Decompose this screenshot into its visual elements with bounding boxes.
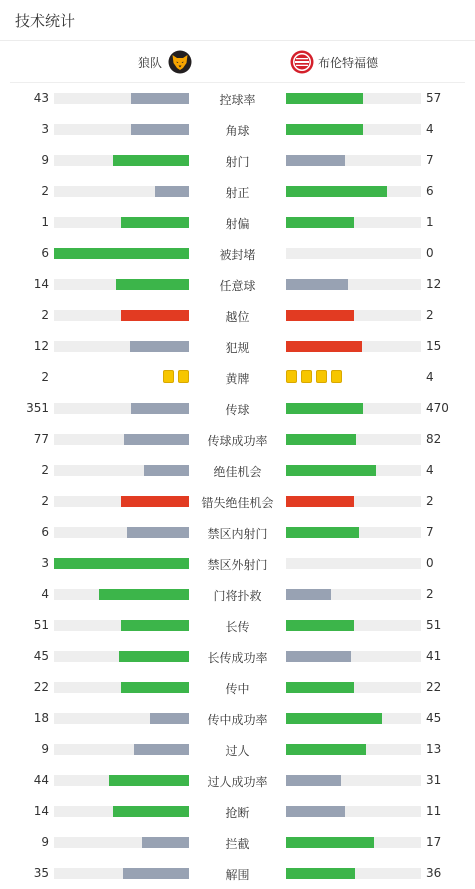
home-bar-track [54,465,189,476]
home-bar-fill [54,558,189,569]
away-bar-fill [286,775,341,786]
home-stat-value: 3 [41,122,49,136]
away-bar-track [286,713,421,724]
away-stat-value: 45 [426,711,442,725]
away-bar-track [286,837,421,848]
home-bar-track [54,93,189,104]
stat-label: 越位 [225,310,250,324]
home-stat-value: 35 [33,866,49,880]
home-yellow-cards [163,370,189,383]
home-stat-value: 4 [41,587,49,601]
stat-row [0,703,475,734]
away-bar-fill [286,465,376,476]
home-bar-fill [99,589,189,600]
home-bar-fill [155,186,189,197]
away-stat-value: 2 [426,308,434,322]
home-bar-track [54,837,189,848]
stat-row [0,734,475,765]
away-stat-value: 0 [426,556,434,570]
away-bar-track [286,651,421,662]
home-stat-value: 43 [33,91,49,105]
home-bar-fill [131,124,189,135]
away-stat-value: 4 [426,122,434,136]
home-bar-track [54,279,189,290]
home-bar-track [54,806,189,817]
home-stat-value: 12 [33,339,49,353]
away-bar-fill [286,341,362,352]
yellow-card-icon [163,370,174,383]
stat-label: 抢断 [225,806,250,820]
away-stat-value: 1 [426,215,434,229]
stat-row [0,176,475,207]
home-stat-value: 2 [41,463,49,477]
header-bar [0,0,475,41]
away-bar-track [286,744,421,755]
stat-row [0,331,475,362]
stat-label: 解围 [225,868,250,882]
home-bar-track [54,775,189,786]
stat-label: 禁区内射门 [207,527,268,541]
home-bar-fill [144,465,189,476]
yellow-card-icon [286,370,297,383]
home-stat-value: 3 [41,556,49,570]
stat-label: 犯规 [225,341,250,355]
stat-row [0,145,475,176]
away-stat-value: 41 [426,649,442,663]
away-bar-fill [286,279,348,290]
away-bar-fill [286,868,355,879]
home-bar-fill [130,341,189,352]
home-bar-fill [119,651,189,662]
stat-label: 射偏 [225,217,250,231]
stat-row [0,362,475,393]
home-bar-fill [131,403,189,414]
home-stat-value: 18 [33,711,49,725]
home-team-name: 狼队 [137,55,162,70]
away-bar-fill [286,310,354,321]
stat-label: 传球 [225,403,250,417]
home-bar-fill [124,434,189,445]
home-stat-value: 22 [33,680,49,694]
away-stat-value: 22 [426,680,442,694]
home-bar-track [54,434,189,445]
away-stat-value: 11 [426,804,442,818]
away-bar-track [286,341,421,352]
away-bar-fill [286,713,382,724]
away-bar-fill [286,155,345,166]
away-bar-track [286,155,421,166]
stat-row [0,393,475,424]
stat-label: 过人成功率 [207,775,268,789]
away-bar-track [286,806,421,817]
yellow-card-icon [301,370,312,383]
away-bar-track [286,465,421,476]
stat-row [0,765,475,796]
home-stat-value: 44 [33,773,49,787]
home-stat-value: 2 [41,494,49,508]
away-stat-value: 57 [426,91,442,105]
stat-row [0,548,475,579]
stat-label: 任意球 [219,279,256,293]
away-stat-value: 51 [426,618,442,632]
stat-label: 过人 [225,744,250,758]
home-stat-value: 9 [41,835,49,849]
home-bar-track [54,124,189,135]
stat-row [0,300,475,331]
away-bar-fill [286,620,354,631]
home-bar-track [54,310,189,321]
home-bar-fill [127,527,189,538]
yellow-card-icon [331,370,342,383]
stat-row [0,83,475,114]
yellow-card-icon [178,370,189,383]
home-bar-fill [123,868,189,879]
home-stat-value: 77 [33,432,49,446]
home-stat-value: 351 [26,401,49,415]
home-stat-value: 9 [41,742,49,756]
away-stat-value: 7 [426,153,434,167]
away-bar-fill [286,806,345,817]
stat-row [0,114,475,145]
away-stat-value: 13 [426,742,442,756]
away-stat-value: 6 [426,184,434,198]
home-bar-fill [121,496,189,507]
home-bar-fill [113,155,189,166]
home-stat-value: 51 [33,618,49,632]
away-bar-track [286,279,421,290]
away-stat-value: 0 [426,246,434,260]
stat-row [0,517,475,548]
home-stat-value: 45 [33,649,49,663]
home-bar-fill [121,217,189,228]
home-stat-value: 6 [41,525,49,539]
home-stat-value: 1 [41,215,49,229]
home-bar-fill [131,93,189,104]
home-stat-value: 6 [41,246,49,260]
home-bar-fill [134,744,189,755]
away-bar-fill [286,682,354,693]
stat-label: 射正 [225,186,250,200]
stat-row [0,641,475,672]
home-stat-value: 14 [33,277,49,291]
home-bar-track [54,341,189,352]
away-stat-value: 15 [426,339,442,353]
away-bar-track [286,186,421,197]
away-team[interactable] [290,50,378,74]
home-bar-track [54,155,189,166]
brentford-crest-icon [290,50,314,74]
away-bar-track [286,775,421,786]
home-bar-fill [142,837,189,848]
home-stat-value: 2 [41,308,49,322]
home-stat-value: 2 [41,370,49,384]
home-bar-track [54,713,189,724]
home-bar-fill [150,713,189,724]
home-bar-track [54,589,189,600]
home-bar-track [54,248,189,259]
away-bar-track [286,682,421,693]
away-stat-value: 7 [426,525,434,539]
home-bar-fill [113,806,189,817]
home-bar-track [54,527,189,538]
stat-row [0,610,475,641]
stat-row [0,486,475,517]
away-stat-value: 12 [426,277,442,291]
away-bar-track [286,527,421,538]
stat-label: 射门 [225,155,250,169]
home-bar-track [54,651,189,662]
away-bar-fill [286,651,351,662]
away-bar-fill [286,93,363,104]
stat-row [0,269,475,300]
away-team-name: 布伦特福德 [318,55,379,70]
away-bar-fill [286,744,366,755]
stat-label: 绝佳机会 [213,465,262,479]
stat-label: 黄牌 [225,372,250,386]
home-bar-track [54,496,189,507]
home-bar-fill [116,279,189,290]
away-stat-value: 82 [426,432,442,446]
home-bar-fill [109,775,189,786]
home-stat-value: 14 [33,804,49,818]
stat-row [0,858,475,889]
stat-label: 角球 [225,124,250,138]
team-header [10,41,465,83]
away-bar-fill [286,124,363,135]
wolves-crest-icon [168,50,192,74]
stat-row [0,424,475,455]
stat-row [0,579,475,610]
away-bar-track [286,217,421,228]
home-bar-track [54,868,189,879]
home-stat-value: 2 [41,184,49,198]
home-bar-track [54,403,189,414]
home-bar-track [54,186,189,197]
away-stat-value: 36 [426,866,442,880]
home-bar-fill [121,310,189,321]
away-bar-fill [286,186,387,197]
home-bar-fill [54,248,189,259]
stat-label: 错失绝佳机会 [201,496,274,510]
home-bar-track [54,744,189,755]
yellow-card-icon [316,370,327,383]
home-bar-fill [121,620,189,631]
away-bar-track [286,124,421,135]
away-bar-track [286,589,421,600]
away-stat-value: 2 [426,494,434,508]
stat-row [0,827,475,858]
away-stat-value: 4 [426,463,434,477]
home-bar-track [54,217,189,228]
away-stat-value: 470 [426,401,449,415]
stat-label: 长传成功率 [207,651,268,665]
away-bar-fill [286,496,354,507]
away-bar-fill [286,434,356,445]
away-bar-fill [286,527,359,538]
away-bar-fill [286,837,374,848]
stat-label: 传球成功率 [207,434,268,448]
away-bar-track [286,558,421,569]
away-bar-track [286,403,421,414]
away-bar-track [286,248,421,259]
away-bar-fill [286,217,354,228]
away-stat-value: 31 [426,773,442,787]
stat-row [0,796,475,827]
stat-label: 门将扑救 [213,589,262,603]
home-bar-track [54,558,189,569]
away-bar-track [286,868,421,879]
away-stat-value: 4 [426,370,434,384]
home-stat-value: 9 [41,153,49,167]
away-stat-value: 17 [426,835,442,849]
stat-label: 传中 [225,682,250,696]
away-bar-track [286,434,421,445]
away-bar-track [286,620,421,631]
away-bar-track [286,310,421,321]
home-bar-track [54,620,189,631]
stat-row [0,207,475,238]
stat-label: 拦截 [225,837,250,851]
stat-row [0,455,475,486]
away-bar-track [286,93,421,104]
stat-row [0,672,475,703]
home-bar-fill [121,682,189,693]
away-bar-fill [286,403,363,414]
stat-label: 禁区外射门 [207,558,268,572]
away-yellow-cards [286,370,346,383]
home-bar-track [54,682,189,693]
stat-label: 长传 [225,620,250,634]
page-title: 技术统计 [15,12,76,30]
stat-row [0,238,475,269]
stat-label: 被封堵 [219,248,256,262]
away-bar-fill [286,589,331,600]
stat-label: 传中成功率 [207,713,268,727]
home-team[interactable] [138,50,192,74]
away-bar-track [286,496,421,507]
stat-label: 控球率 [219,93,256,107]
away-stat-value: 2 [426,587,434,601]
